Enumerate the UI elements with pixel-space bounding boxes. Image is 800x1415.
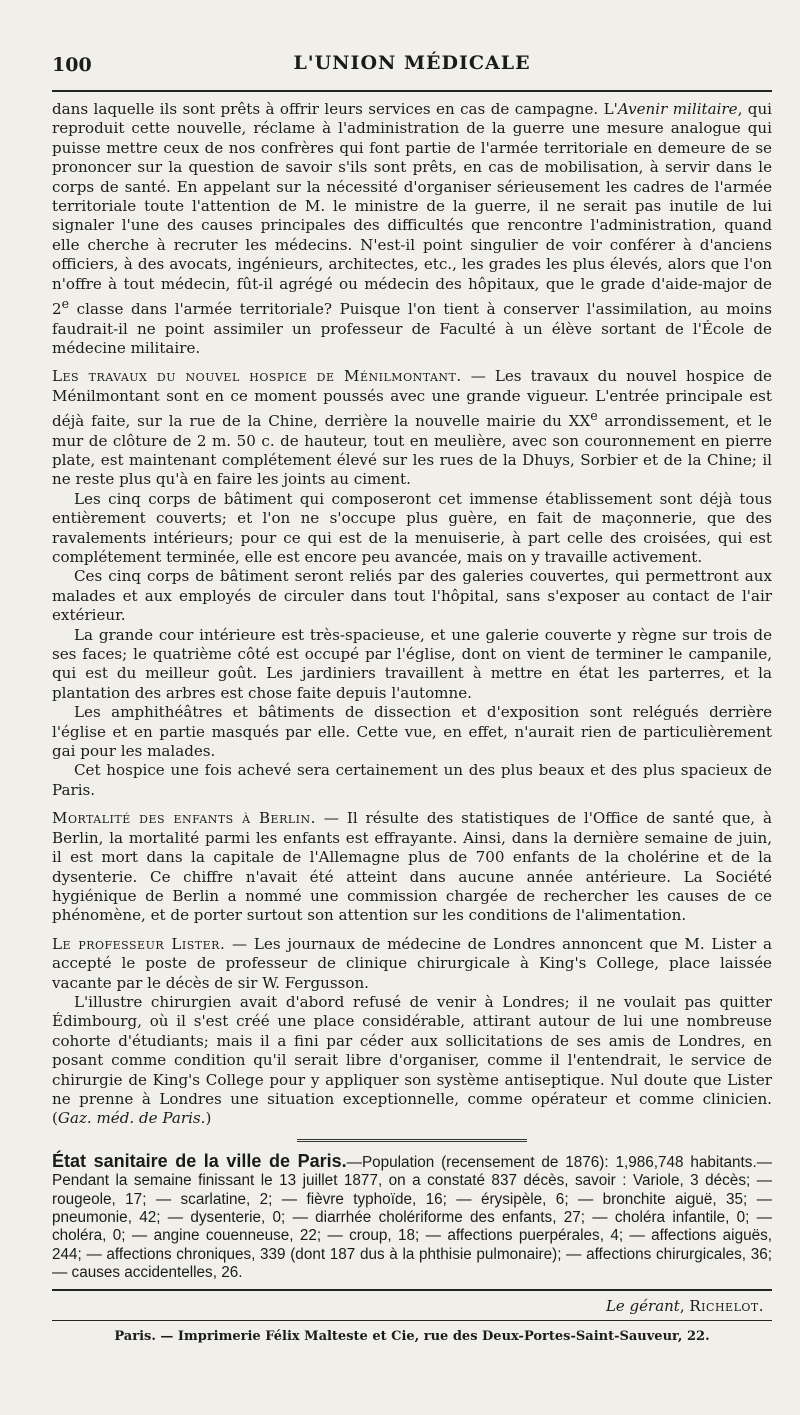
paragraph-text: — Les journaux de médecine de Londres annoncent que M. Lister a accepté le poste de professeur de clinique chirurgicale à King's College, place laissée vacante par le décès de sir W. Fergusson. (52, 934, 772, 992)
paragraph-text: Avenir militaire (617, 100, 738, 118)
paragraph (52, 993, 772, 1129)
paragraph-text: — Il résulte des statistiques de l'Office de santé que, à Berlin, la mortalité parmi les enfants est effrayante. Ainsi, dans la dernière semaine de juin, il est mort dans la capitale de l'Allemagne plus de 700 enfants de la cholérine et de la dysenterie. Ce chiffre n'avait été atteint dans aucune année antérieure. La Société hygiénique de Berlin a nommé une commission chargée de rechercher les causes de ce phénomène, et de porter surtout son attention sur les conditions de l'alimentation. (52, 809, 772, 925)
printer-imprint: Paris. — Imprimerie Félix Malteste et Cie, rue des Deux-Portes-Saint-Sauveur, 22. (114, 1329, 710, 1345)
paragraph-text: Cet hospice une fois achevé sera certainement un des plus beaux et des plus spacieux de Paris. (52, 761, 772, 799)
paragraph (52, 567, 772, 625)
paragraph-text: ) (205, 1109, 212, 1128)
paragraph (52, 935, 772, 993)
paragraph (52, 626, 772, 704)
paragraph-text: , qui reproduit cette nouvelle, réclame à l'administration de la guerre une mesure analogue qui puisse mettre ceux de nos confrères qui font partie de l'armée territoriale en demeure de se prononcer sur la question de savoir s'ils sont prêts, en cas de mobilisation, à servir dans le corps de santé. En appelant sur la nécessité d'organiser sérieusement les cadres de l'armée territoriale toute l'attention de M. le ministre de la guerre, il ne serait pas inutile de lui signaler l'une des causes principales des difficultés que rencontre l'administration, quand elle cherche à recruter les médecins. N'est-il point singulier de voir conférer à d'anciens officiers, à des avocats, ingénieurs, architectes, etc., les grades les plus élevés, alors que l'on n'offre à tout médecin, fût-il agrégé ou médecin des hôpitaux, que le grade d'aide-major de 2 (52, 100, 772, 319)
paragraph-text: Les amphithéâtres et bâtiments de dissection et d'exposition sont relégués derrière l'église et en partie masqués par elle. Cette vue, en effet, n'aurait rien de particulièrement gai pour les malades. (52, 703, 772, 761)
paragraph (52, 367, 772, 489)
etat-text: —Population (recensement de 1876): 1,986,748 habitants.—Pendant la semaine finissant le 13 juillet 1877, on a constaté 837 décès, savoir : Variole, 3 décès; — rougeole, 17; — scarlatine, 2; — fièvre typhoïde, 16; — érysipèle, 6; — bronchite aiguë, 35; — pneumonie, 42; — dysenterie, 0; — diarrhée cholériforme des enfants, 27; — choléra infantile, 0; — choléra, 0; — angine couenneuse, 22; — croup, 18; — affections puerpérales, 4; — affections aiguës, 244; — affections chroniques, 339 (dont 187 dus à la phthisie pulmonaire); — affections chirurgicales, 36; — causes accidentelles, 26. (52, 1153, 772, 1282)
paragraph-text: classe dans l'armée territoriale? Puisque l'on tient à conserver l'assimilation, au moins faudrait-il ne point assimiler un professeur de Faculté à un élève sortant de l'École de médecine militaire. (52, 300, 772, 357)
paragraph-text: Ces cinq corps de bâtiment seront reliés par des galeries couvertes, qui permettront aux malades et aux employés de circuler dans tout l'hôpital, sans s'exposer au contact de l'air extérieur. (52, 567, 772, 625)
signature: Le gérant, Richelot. (605, 1296, 764, 1315)
paragraph-text: — Les travaux du nouvel hospice de Ménilmontant sont en ce moment poussés avec une grande vigueur. L'entrée principale est déjà faite, sur la rue de la Chine, derrière la nouvelle mairie du XX (52, 367, 772, 431)
running-title: L'UNION MÉDICALE (293, 52, 531, 74)
paragraph (52, 703, 772, 761)
section-divider (297, 1139, 527, 1142)
paragraph-text: Gaz. méd. de Paris. (57, 1109, 206, 1128)
paragraph (52, 490, 772, 568)
gerant-role: Le gérant (605, 1296, 680, 1315)
paragraph-text: dans laquelle ils sont prêts à offrir leurs services en cas de campagne. L' (52, 100, 618, 118)
article-body (52, 100, 772, 1346)
journal-page (52, 0, 772, 1415)
paragraph (52, 809, 772, 925)
paragraph-text: La grande cour intérieure est très-spacieuse, et une galerie couverte y règne sur trois de ses faces; le quatrième côté est occupé par l'église, dont on vient de terminer le campanile, qui est du meilleur goût. Les jardiniers travaillent à mettre en état les parterres, et la plantation des arbres est chose faite depuis l'automne. (52, 625, 772, 702)
etat-title: État sanitaire de la ville de Paris. (52, 1150, 347, 1171)
page-header (52, 50, 772, 80)
header-rule (52, 90, 772, 92)
bottom-rule (52, 1289, 772, 1291)
paragraph-text: e (590, 408, 598, 424)
paragraphs (52, 100, 772, 1129)
section-heading: Les travaux du nouvel hospice de Ménilmontant. (52, 367, 462, 386)
paragraph-text: Les cinq corps de bâtiment qui composeront cet immense établissement sont déjà tous entièrement couverts; et l'on ne s'occupe plus guère, en fait de maçonnerie, que des ravalements intérieurs; pour ce qui est de la menuiserie, à part celle des croisées, qui est complétement terminée, elle est encore peu avancée, mais on y travaille activement. (52, 489, 772, 566)
paragraph (52, 761, 772, 800)
paragraph-text: arrondissement, et le mur de clôture de 2 m. 50 c. de hauteur, tout en meulière, avec son couronnement en pierre plate, est maintenant complétement élevé sur les rues de la Dhuys, Sorbier et de la Chine; il ne reste plus qu'à en faire les joints au ciment. (52, 412, 772, 489)
paragraph-text: L'illustre chirurgien avait d'abord refusé de venir à Londres; il ne voulait pas quitter Édimbourg, où il s'est créé une place considérable, attirant autour de lui une nombreuse cohorte d'étudiants; mais il a fini par céder aux sollicitations de ses amis de Londres, en posant comme condition qu'il serait libre d'organiser, comme il l'entendrait, le service de chirurgie de King's College pour y appliquer son système antiseptique. Nul doute que Lister ne prenne à Londres une situation exceptionnelle, comme opérateur et comme clinicien. ( (52, 992, 772, 1128)
etat-sanitaire-block (52, 1152, 772, 1283)
page-number: 100 (52, 54, 92, 76)
paragraph (52, 100, 772, 358)
footer-rule (52, 1320, 772, 1321)
section-heading: Mortalité des enfants à Berlin. (52, 809, 316, 828)
gerant-name: Richelot. (689, 1296, 764, 1315)
section-heading: Le professeur Lister. (52, 934, 226, 953)
paragraph-text: e (61, 296, 70, 312)
